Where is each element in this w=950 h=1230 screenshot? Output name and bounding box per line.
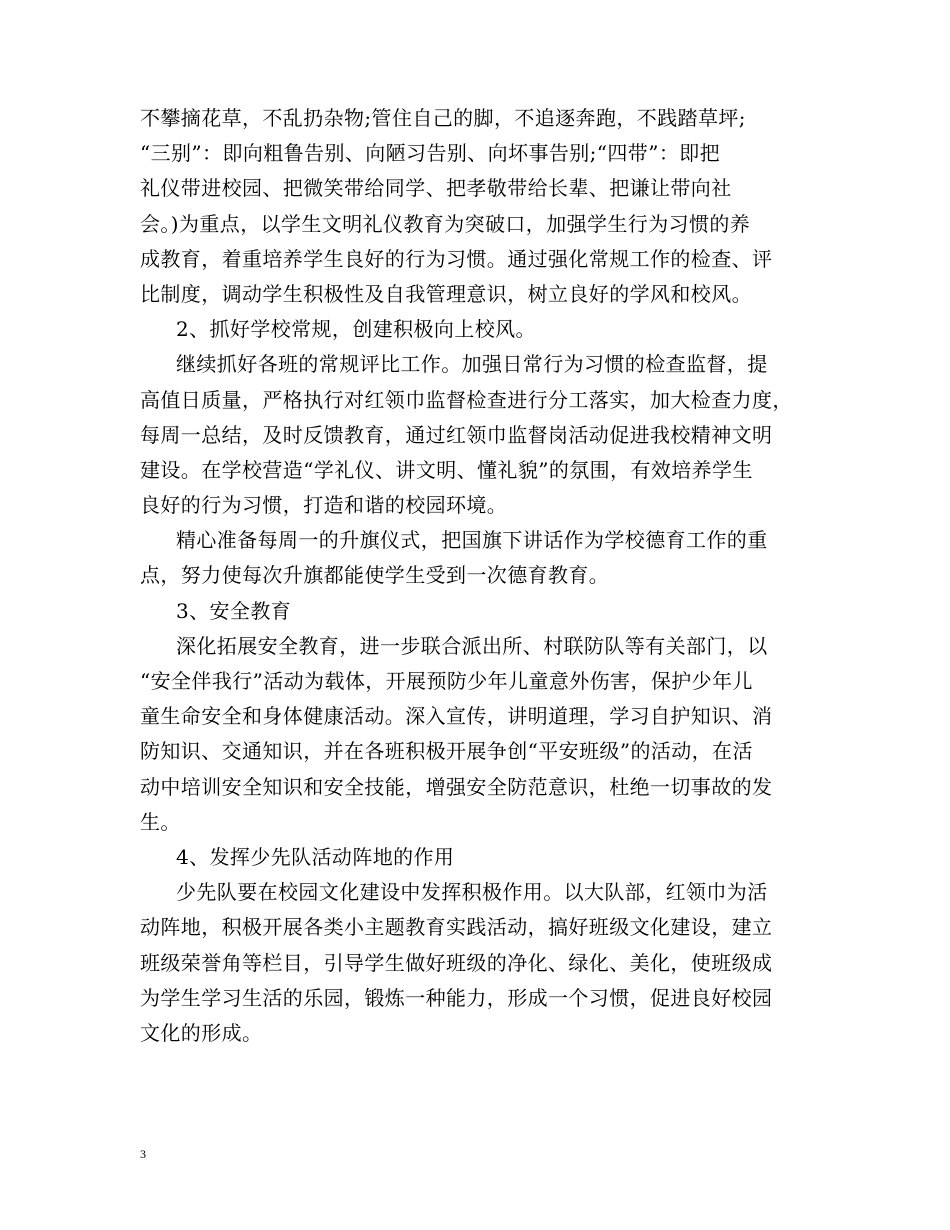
text-line: 为学生学习生活的乐园，锻炼一种能力，形成一个习惯，促进良好校园 (140, 985, 773, 1010)
text-line: 防知识、交通知识，并在各班积极开展争创“平安班级”的活动，在活 (140, 739, 753, 764)
text-line: 建设。在学校营造“学礼仪、讲文明、懂礼貌”的氛围，有效培养学生 (140, 457, 753, 482)
paragraph-first-line: 少先队要在校园文化建设中发挥积极作用。以大队部，红领巾为活 (176, 880, 768, 905)
text-line: 成教育，着重培养学生良好的行为习惯。通过强化常规工作的检查、评 (140, 246, 773, 271)
text-line: 高值日质量，严格执行对红领巾监督检查进行分工落实，加大检查力度， (140, 387, 793, 412)
paragraph-first-line: 深化拓展安全教育，进一步联合派出所、村联防队等有关部门，以 (176, 633, 768, 658)
section-heading: 3、安全教育 (176, 598, 292, 623)
text-line: 文化的形成。 (140, 1020, 263, 1045)
text-line: 比制度，调动学生积极性及自我管理意识，树立良好的学风和校风。 (140, 281, 752, 306)
page-number: 3 (140, 1147, 146, 1161)
text-line: 会。)为重点，以学生文明礼仪教育为突破口，加强学生行为习惯的养 (140, 211, 751, 236)
text-line: 动阵地，积极开展各类小主题教育实践活动，搞好班级文化建设，建立 (140, 915, 773, 940)
text-line: 动中培训安全知识和安全技能，增强安全防范意识，杜绝一切事故的发 (140, 774, 773, 799)
text-line: “安全伴我行”活动为载体，开展预防少年儿童意外伤害，保护少年儿 (140, 669, 753, 693)
paragraph-first-line: 继续抓好各班的常规评比工作。加强日常行为习惯的检查监督，提 (176, 352, 768, 377)
section-heading: 2、抓好学校常规，创建积极向上校风。 (176, 317, 536, 342)
text-line: 童生命安全和身体健康活动。深入宣传，讲明道理，学习自护知识、消 (140, 704, 773, 729)
text-line: “三别”：即向粗鲁告别、向陋习告别、向坏事告别;“四带”：即把 (140, 141, 721, 166)
text-line: 礼仪带进校园、把微笑带给同学、把孝敬带给长辈、把谦让带向社 (140, 176, 732, 201)
text-line: 班级荣誉角等栏目，引导学生做好班级的净化、绿化、美化，使班级成 (140, 950, 773, 975)
text-line: 点，努力使每次升旗都能使学生受到一次德育教育。 (140, 563, 610, 588)
paragraph-first-line: 精心准备每周一的升旗仪式，把国旗下讲话作为学校德育工作的重 (176, 528, 768, 553)
text-line: 不攀摘花草，不乱扔杂物;管住自己的脚，不追逐奔跑，不践踏草坪; (140, 106, 746, 130)
section-heading: 4、发挥少先队活动阵地的作用 (176, 844, 455, 869)
text-line: 每周一总结，及时反馈教育，通过红领巾监督岗活动促进我校精神文明 (140, 422, 773, 447)
document-body (140, 101, 820, 1051)
text-line: 生。 (140, 809, 181, 834)
text-line: 良好的行为习惯，打造和谐的校园环境。 (140, 493, 508, 518)
